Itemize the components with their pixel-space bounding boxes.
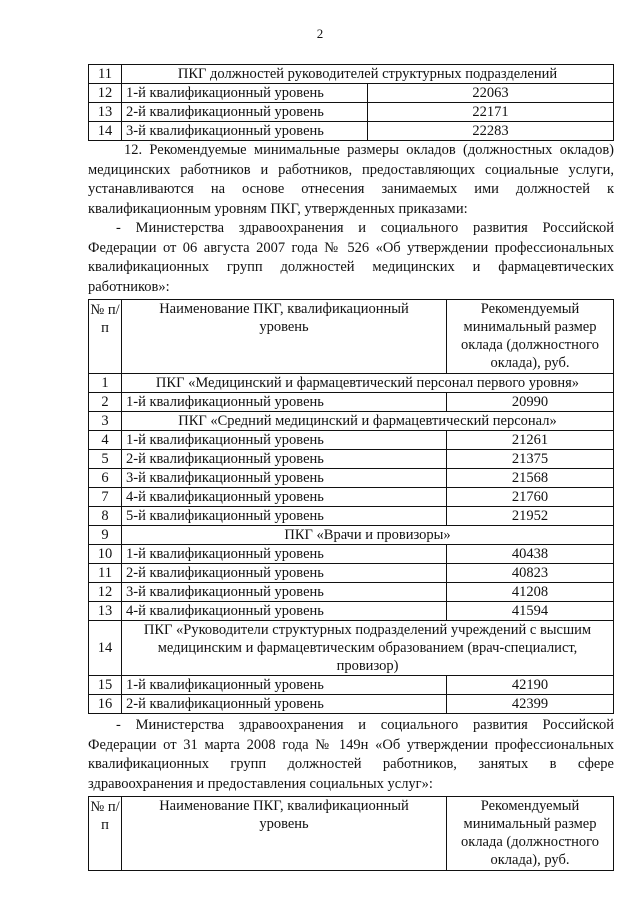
header-num: № п/п: [89, 300, 122, 374]
table-header-row: [89, 300, 614, 374]
table-row: [89, 545, 614, 564]
header-name: Наименование ПКГ, квалификационный уровень: [122, 300, 447, 374]
paragraph-order-149n: - Министерства здравоохранения и социального развития Российской Федерации от 31 марта 2008 года № 149н «Об утверждении профессиональных квалификационных групп должностей работников, занятых в сфере здравоохранения и предоставления социальных услуг»:: [88, 717, 614, 792]
salary-value: 22283: [368, 122, 614, 141]
row-number: 14: [89, 621, 122, 676]
row-number: 11: [89, 65, 122, 84]
level-name: 1-й квалификационный уровень: [122, 676, 447, 695]
table-row: [89, 84, 614, 103]
level-name: 1-й квалификационный уровень: [122, 393, 447, 412]
salary-value: 22171: [368, 103, 614, 122]
table-main-body: [89, 374, 614, 714]
level-name: 3-й квалификационный уровень: [122, 469, 447, 488]
salary-value: 21375: [447, 450, 614, 469]
table-row: [89, 583, 614, 602]
salary-value: 20990: [447, 393, 614, 412]
salary-value: 22063: [368, 84, 614, 103]
table-top: [88, 64, 614, 141]
salary-value: 42399: [447, 695, 614, 714]
level-name: 5-й квалификационный уровень: [122, 507, 447, 526]
table-row: [89, 450, 614, 469]
row-number: 13: [89, 602, 122, 621]
table-row: [89, 65, 614, 84]
row-number: 9: [89, 526, 122, 545]
level-name: 3-й квалификационный уровень: [122, 583, 447, 602]
table-row: [89, 564, 614, 583]
row-number: 1: [89, 374, 122, 393]
header-name: Наименование ПКГ, квалификационный уровень: [122, 797, 447, 871]
salary-value: 41208: [447, 583, 614, 602]
table-row: [89, 122, 614, 141]
paragraph-12: 12. Рекомендуемые минимальные размеры окладов (должностных окладов) медицинских работников и работников, предоставляющих социальные услуги, устанавливаются на основе отнесения занимаемых ими должностей к квалификационным уровням ПКГ, утвержденных приказами:: [88, 142, 614, 217]
salary-value: 21568: [447, 469, 614, 488]
row-number: 14: [89, 122, 122, 141]
table-row: [89, 676, 614, 695]
row-number: 2: [89, 393, 122, 412]
row-number: 8: [89, 507, 122, 526]
row-number: 13: [89, 103, 122, 122]
row-number: 11: [89, 564, 122, 583]
salary-value: 42190: [447, 676, 614, 695]
group-title: ПКГ «Средний медицинский и фармацевтический персонал»: [122, 412, 614, 431]
level-name: 1-й квалификационный уровень: [122, 84, 368, 103]
salary-value: 21952: [447, 507, 614, 526]
salary-value: 41594: [447, 602, 614, 621]
table-row: [89, 488, 614, 507]
salary-value: 40823: [447, 564, 614, 583]
table-third: [88, 796, 614, 871]
table-row: [89, 695, 614, 714]
row-number: 4: [89, 431, 122, 450]
row-number: 12: [89, 84, 122, 103]
level-name: 2-й квалификационный уровень: [122, 564, 447, 583]
header-num: № п/п: [89, 797, 122, 871]
table-row: [89, 412, 614, 431]
table-row: [89, 602, 614, 621]
level-name: 1-й квалификационный уровень: [122, 431, 447, 450]
row-number: 5: [89, 450, 122, 469]
row-number: 3: [89, 412, 122, 431]
level-name: 2-й квалификационный уровень: [122, 695, 447, 714]
salary-value: 21760: [447, 488, 614, 507]
row-number: 12: [89, 583, 122, 602]
header-value: Рекомендуемый минимальный размер оклада (должностного оклада), руб.: [447, 300, 614, 374]
level-name: 2-й квалификационный уровень: [122, 450, 447, 469]
group-title: ПКГ должностей руководителей структурных подразделений: [122, 65, 614, 84]
group-title: ПКГ «Врачи и провизоры»: [122, 526, 614, 545]
table-row: [89, 469, 614, 488]
paragraph-order-526: - Министерства здравоохранения и социального развития Российской Федерации от 06 августа 2007 года № 526 «Об утверждении профессиональных квалификационных групп должностей медицинских и фармацевтических работников»:: [88, 220, 614, 295]
group-title: ПКГ «Руководители структурных подразделений учреждений с высшим медицинским и фармацевтическим образованием (врач-специалист, провизор): [122, 621, 614, 676]
table-main: [88, 299, 614, 714]
table-row: [89, 507, 614, 526]
document-body: [88, 64, 614, 871]
row-number: 10: [89, 545, 122, 564]
header-value: Рекомендуемый минимальный размер оклада (должностного оклада), руб.: [447, 797, 614, 871]
table-row: [89, 393, 614, 412]
row-number: 6: [89, 469, 122, 488]
row-number: 7: [89, 488, 122, 507]
salary-value: 40438: [447, 545, 614, 564]
level-name: 4-й квалификационный уровень: [122, 488, 447, 507]
row-number: 15: [89, 676, 122, 695]
page-number: 2: [316, 26, 324, 41]
table-row: [89, 526, 614, 545]
table-row: [89, 621, 614, 676]
level-name: 3-й квалификационный уровень: [122, 122, 368, 141]
row-number: 16: [89, 695, 122, 714]
salary-value: 21261: [447, 431, 614, 450]
table-row: [89, 431, 614, 450]
group-title: ПКГ «Медицинский и фармацевтический персонал первого уровня»: [122, 374, 614, 393]
table-row: [89, 374, 614, 393]
level-name: 1-й квалификационный уровень: [122, 545, 447, 564]
table-row: [89, 103, 614, 122]
level-name: 2-й квалификационный уровень: [122, 103, 368, 122]
table-header-row: [89, 797, 614, 871]
level-name: 4-й квалификационный уровень: [122, 602, 447, 621]
